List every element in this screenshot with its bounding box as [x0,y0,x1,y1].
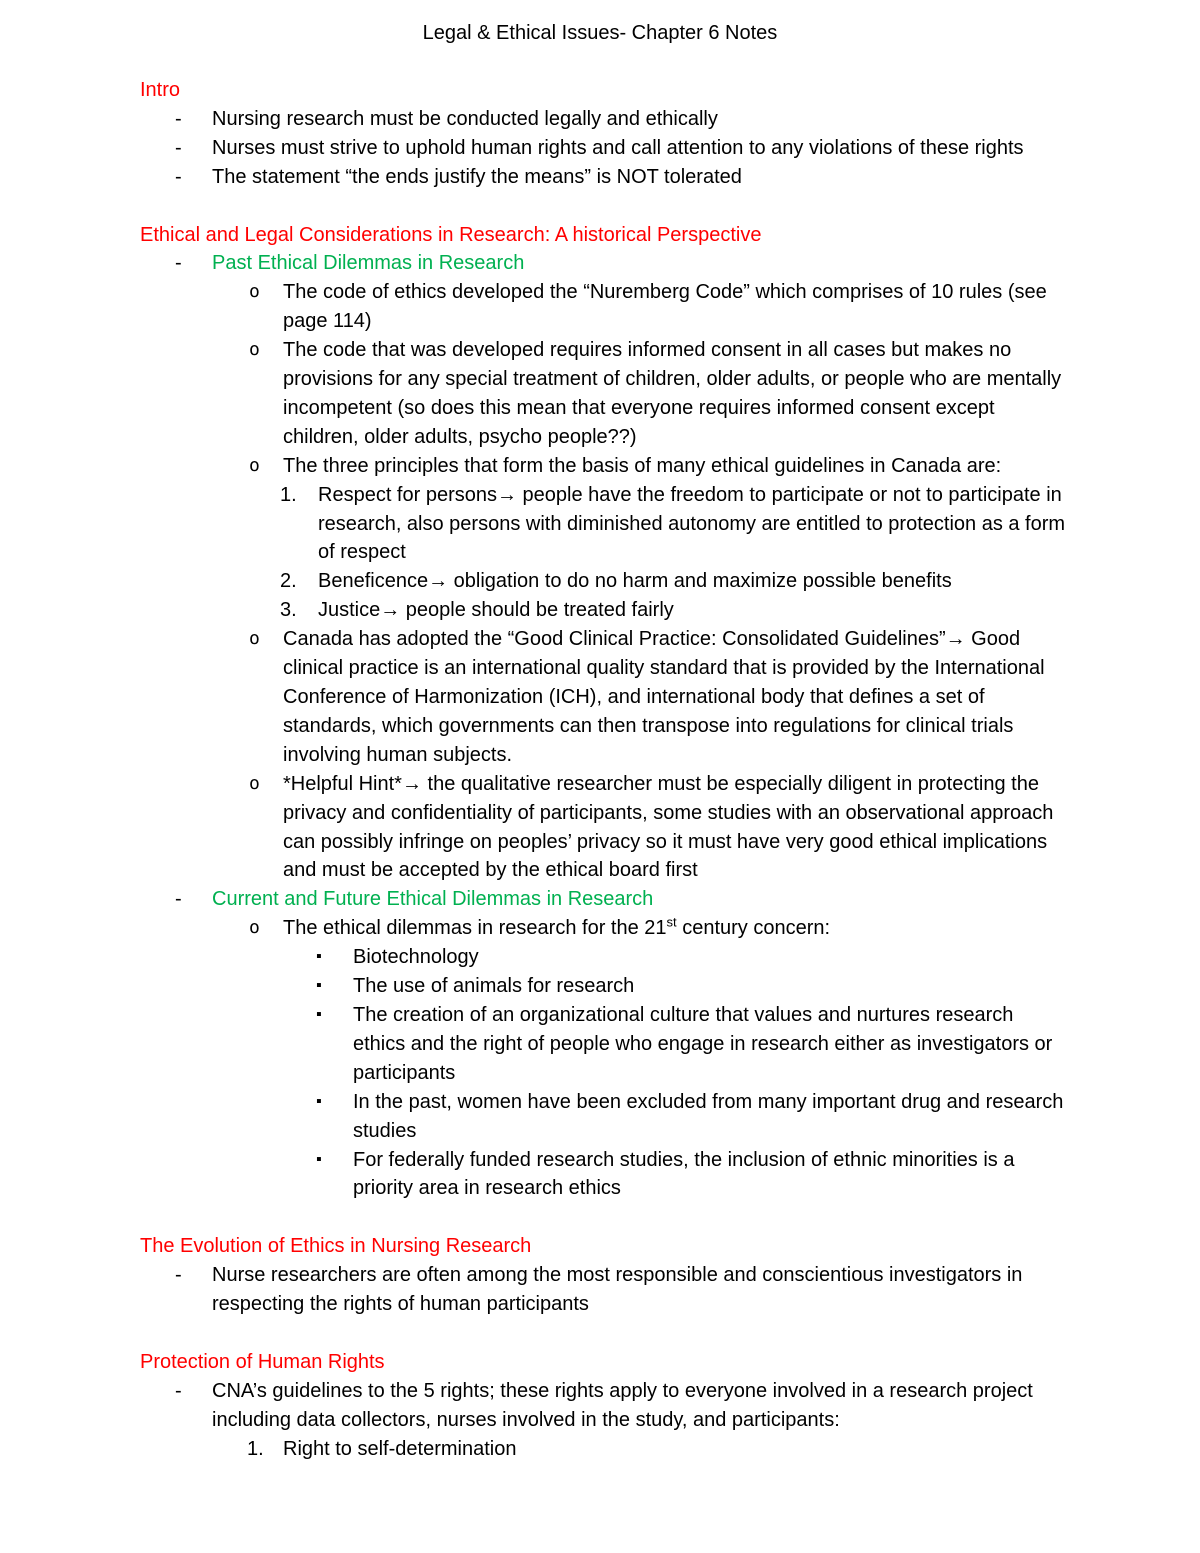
list-item: o The three principles that form the basis of many ethical guidelines in Canada are: [140,452,1070,481]
list-item: o Canada has adopted the “Good Clinical Practice: Consolidated Guidelines”→ Good clinical practice is an international quality standard that is provided by the International Conference of Harmonization (ICH), and international body that defines a set of standards, which governments can then transpose into regulations for clinical trials involving human subjects. [140,625,1070,770]
circle-bullet: o [249,917,260,939]
dash-bullet: - [175,165,182,188]
list-item: o The code of ethics developed the “Nuremberg Code” which comprises of 10 rules (see page 114) [140,278,1070,336]
list-item: ▪ Biotechnology [140,943,1070,972]
list-item: ▪ For federally funded research studies, the inclusion of ethnic minorities is a priority area in research ethics [140,1146,1070,1204]
arrow-icon: → [945,628,966,651]
numbered-item: 2. Beneficence→ obligation to do no harm and maximize possible benefits [280,570,952,593]
numbered-item: 1. Respect for persons→ people have the freedom to participate or not to participate in research, also persons with diminished autonomy are entitled to protection as a form of respect [280,483,1066,564]
arrow-icon: → [401,772,422,795]
dash-bullet: - [175,252,182,275]
dash-bullet: - [175,1264,182,1287]
circle-bullet: o [249,628,260,650]
subheading-past-dilemmas: - Past Ethical Dilemmas in Research [140,249,1070,278]
list-item: - CNA’s guidelines to the 5 rights; these rights apply to everyone involved in a research project including data collectors, nurses involved in the study, and participants: [140,1377,1070,1435]
square-bullet: ▪ [316,1092,322,1110]
section-heading-protection: Protection of Human Rights [140,1350,385,1373]
dash-bullet: - [175,1379,182,1402]
list-item: o *Helpful Hint*→ the qualitative researcher must be especially diligent in protecting the privacy and confidentiality of participants, some studies with an observational approach can possibly infringe on peoples’ privacy so it must have very good ethical implications and must be accepted by the ethical board first [140,770,1070,886]
arrow-icon: → [428,570,449,593]
circle-bullet: o [249,454,260,476]
circle-bullet: o [249,772,260,794]
square-bullet: ▪ [316,1005,322,1023]
list-item: - The statement “the ends justify the means” is NOT tolerated [140,163,1070,192]
circle-bullet: o [249,281,260,303]
dash-bullet: - [175,107,182,130]
list-item: - Nursing research must be conducted legally and ethically [140,105,1070,134]
dash-bullet: - [175,888,182,911]
list-item: - Nurse researchers are often among the most responsible and conscientious investigators in respecting the rights of human participants [140,1261,1070,1319]
arrow-icon: → [496,483,517,506]
list-item: ▪ In the past, women have been excluded from many important drug and research studies [140,1088,1070,1146]
section-heading-intro: Intro [140,79,181,101]
square-bullet: ▪ [316,948,322,966]
list-item: o The ethical dilemmas in research for the 21st century concern: [140,914,1070,943]
square-bullet: ▪ [316,977,322,995]
list-item: ▪ The creation of an organizational culture that values and nurtures research ethics and the right of people who engage in research either as investigators or participants [140,1001,1070,1088]
section-heading-historical: Ethical and Legal Considerations in Research: A historical Perspective [140,223,762,246]
circle-bullet: o [249,339,260,361]
subheading-current-dilemmas: - Current and Future Ethical Dilemmas in Research [140,885,1070,914]
numbered-item: 3. Justice→ people should be treated fairly [280,599,674,622]
document-body [140,76,1070,1463]
dash-bullet: - [175,136,182,159]
list-item: ▪ The use of animals for research [140,972,1070,1001]
arrow-icon: → [380,599,401,622]
list-item: - Nurses must strive to uphold human rights and call attention to any violations of these rights [140,134,1070,163]
page-title: Legal & Ethical Issues- Chapter 6 Notes [422,22,778,44]
numbered-item: 1. Right to self-determination [247,1437,517,1460]
section-heading-evolution: The Evolution of Ethics in Nursing Research [140,1235,532,1258]
square-bullet: ▪ [316,1150,322,1168]
list-item: o The code that was developed requires informed consent in all cases but makes no provisions for any special treatment of children, older adults, or people who are mentally incompetent (so does this mean that everyone requires informed consent except children, older adults, psycho people??) [140,336,1070,452]
